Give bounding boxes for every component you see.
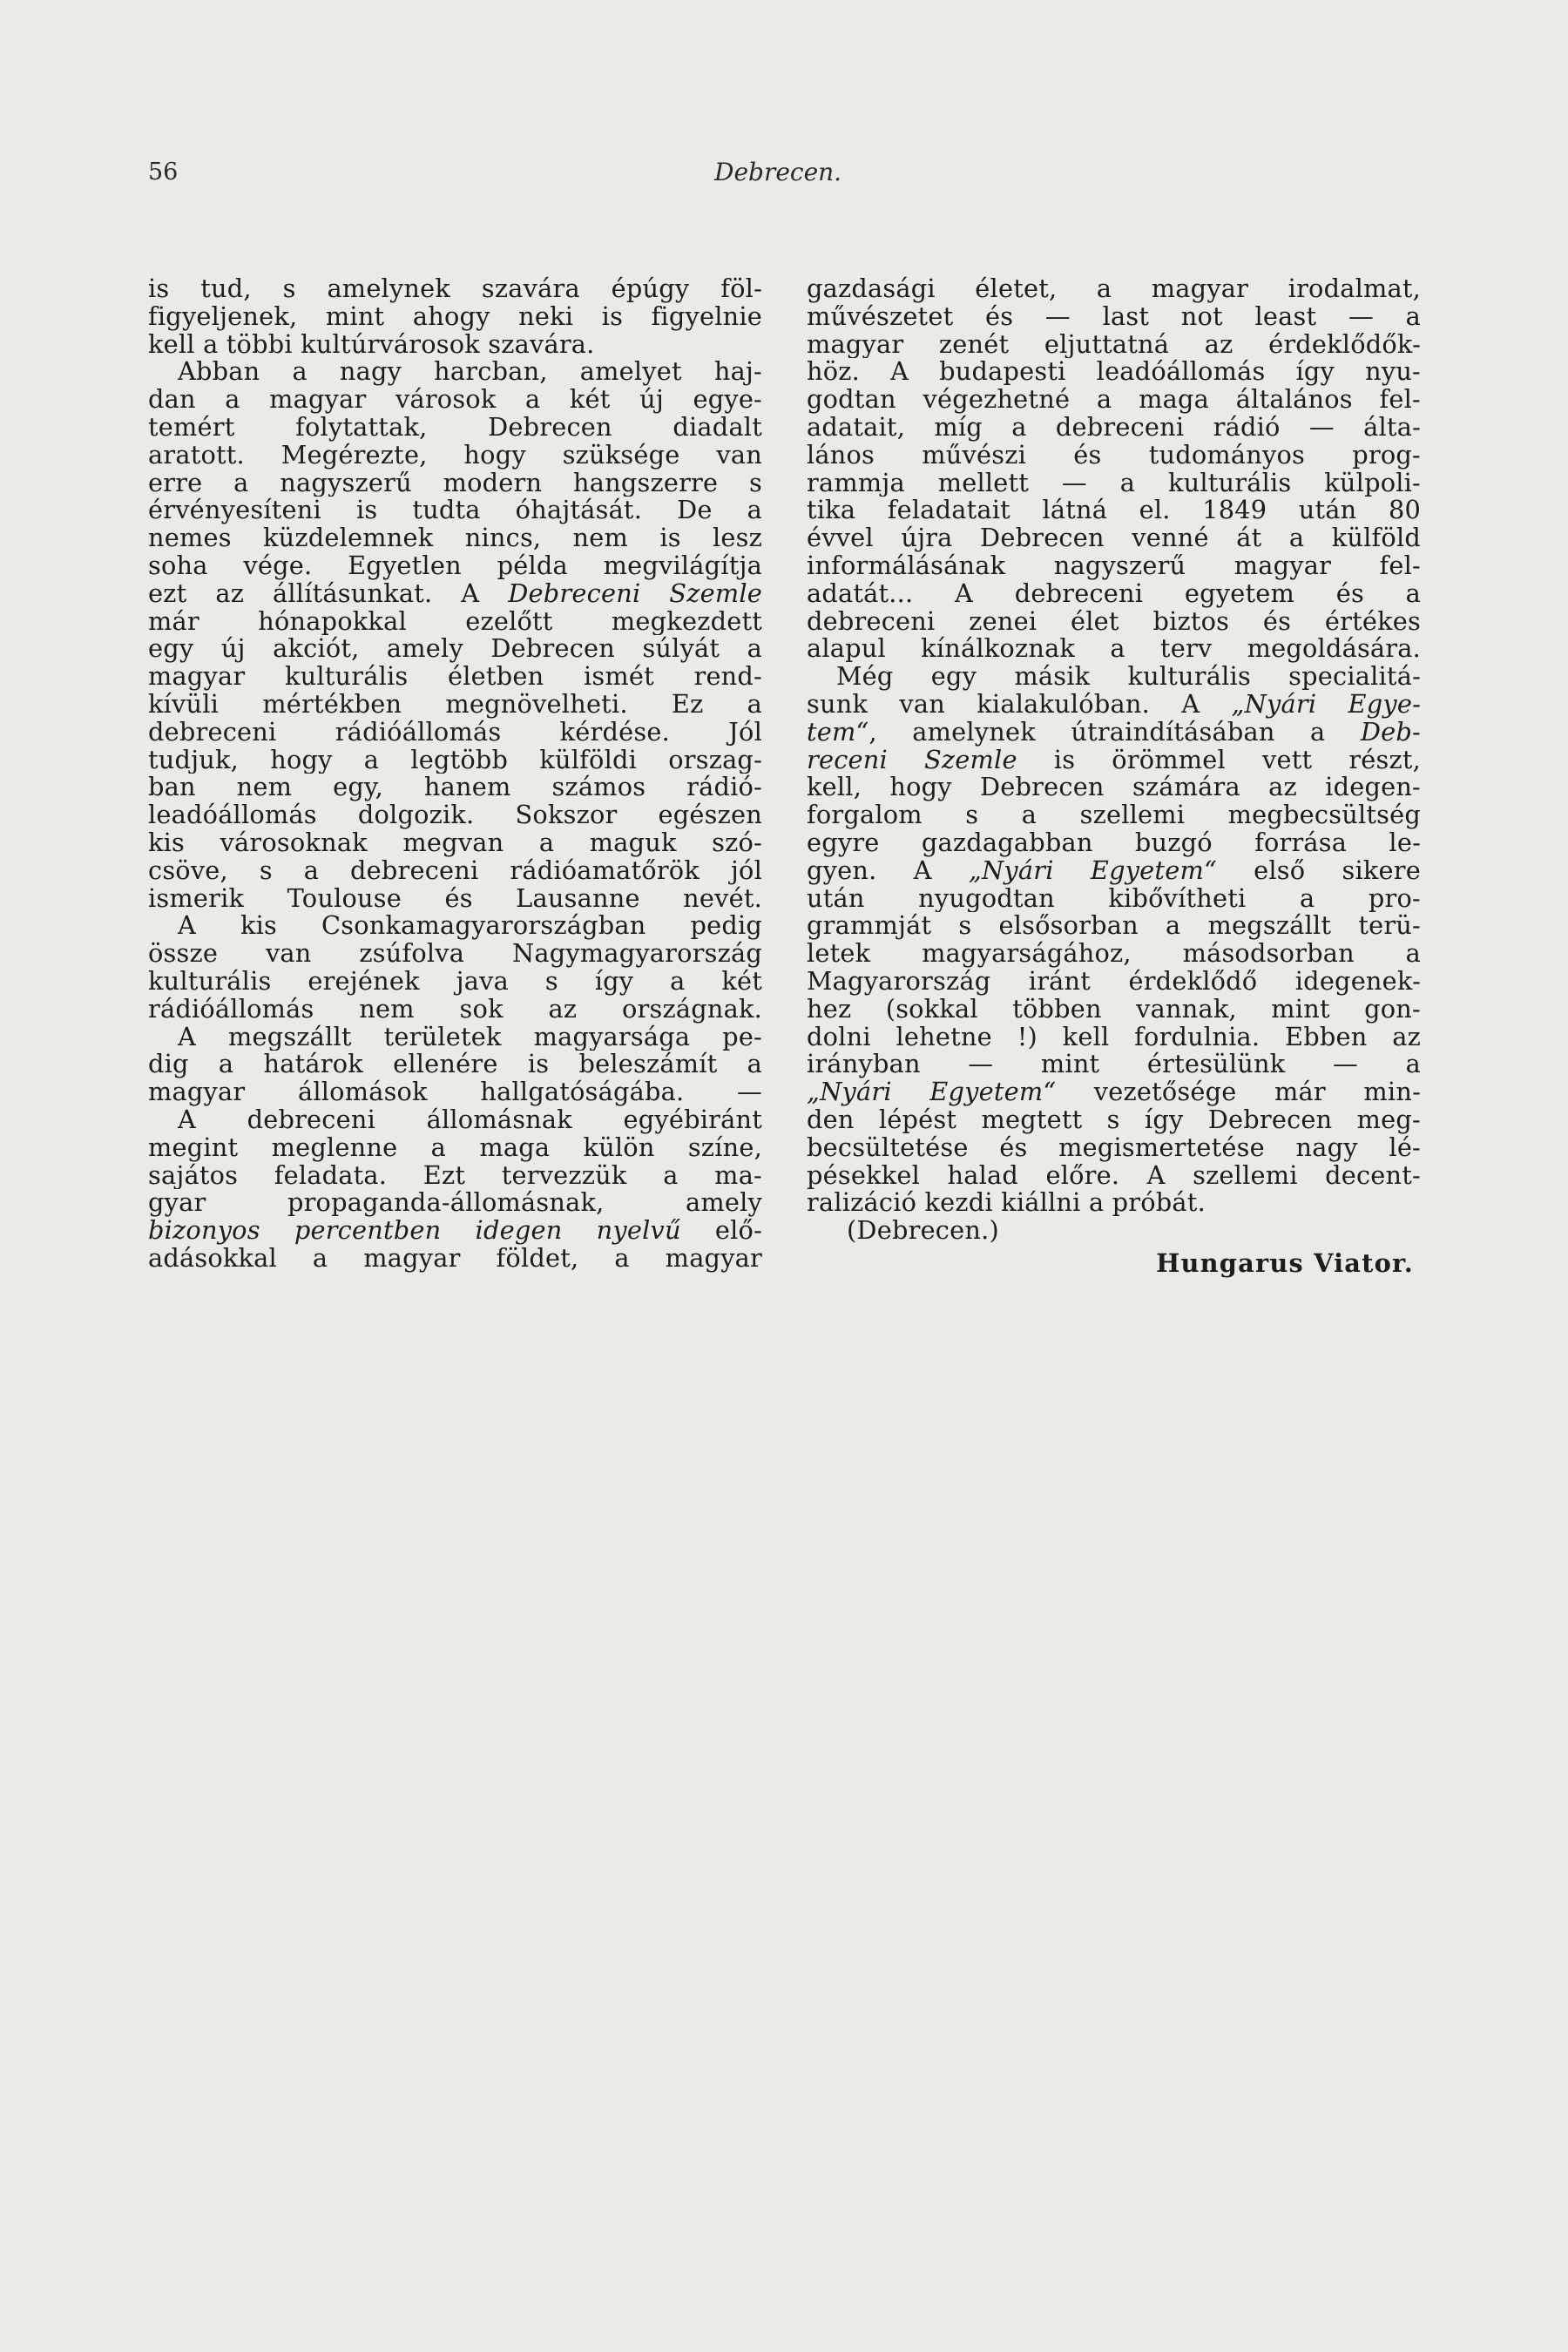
text-line: Abban a nagy harcban, amelyet haj- <box>178 358 762 387</box>
text-run: is örömmel vett részt, <box>1053 746 1421 774</box>
text-run: vezetősége már min- <box>1093 1078 1421 1106</box>
text-line: már hónapokkal ezelőtt megkezdett <box>148 607 762 636</box>
author-signature: Hungarus Viator. <box>1156 1249 1414 1278</box>
text-line: debreceni zenei élet biztos és értékes <box>807 607 1421 636</box>
text-line: soha vége. Egyetlen példa megvilágítja <box>148 551 762 580</box>
left-column <box>148 275 762 1273</box>
text-line: den lépést megtett s így Debrecen meg- <box>807 1105 1421 1134</box>
text-line <box>148 1217 762 1245</box>
text-line: magyar zenét eljuttatná az érdeklődők- <box>807 330 1421 359</box>
text-line <box>807 691 1421 719</box>
text-line: ismerik Toulouse és Lausanne nevét. <box>148 884 762 913</box>
italic-title: „Nyári Egyetem“ <box>807 1078 1057 1106</box>
text-line: egyre gazdagabban buzgó forrása le- <box>807 828 1421 857</box>
text-line: becsültetése és megismertetése nagy lé- <box>807 1133 1421 1162</box>
text-line: lános művészi és tudományos prog- <box>807 441 1421 470</box>
text-line: informálásának nagyszerű magyar fel- <box>807 551 1421 580</box>
italic-title: receni Szemle <box>807 746 1017 774</box>
text-line: magyar kulturális életben ismét rend- <box>148 663 762 691</box>
text-line: gazdasági életet, a magyar irodalmat, <box>807 275 1421 303</box>
text-line: leadóállomás dolgozik. Sokszor egészen <box>148 801 762 829</box>
text-line: A megszállt területek magyarsága pe- <box>178 1023 762 1051</box>
text-line: grammját s elsősorban a megszállt terü- <box>807 912 1421 941</box>
text-line: Még egy másik kulturális specialitá- <box>836 663 1421 691</box>
text-line: kulturális erejének java s így a két <box>148 967 762 996</box>
italic-title: „Nyári Egyetem“ <box>968 856 1217 885</box>
text-line: évvel újra Debrecen venné át a külföld <box>807 524 1421 552</box>
text-line: csöve, s a debreceni rádióamatőrök jól <box>148 856 762 885</box>
text-line: adásokkal a magyar földet, a magyar <box>148 1244 762 1273</box>
text-line: össze van zsúfolva Nagymagyarország <box>148 940 762 968</box>
text-line: hez (sokkal többen vannak, mint gon- <box>807 995 1421 1024</box>
text-line: magyar állomások hallgatóságába. — <box>148 1078 762 1106</box>
text-line: rammja mellett — a kulturális külpoli- <box>807 469 1421 497</box>
running-title: Debrecen. <box>714 158 842 186</box>
text-line: is tud, s amelynek szavára épúgy föl- <box>148 275 762 303</box>
text-line: sajátos feladata. Ezt tervezzük a ma- <box>148 1161 762 1190</box>
text-line: forgalom s a szellemi megbecsültség <box>807 801 1421 829</box>
text-line: Magyarország iránt érdeklődő idegenek- <box>807 967 1421 996</box>
text-run: elő- <box>714 1217 762 1245</box>
text-line: godtan végezhetné a maga általános fel- <box>807 386 1421 414</box>
text-line: kell a többi kultúrvárosok szavára. <box>148 330 595 359</box>
text-line: aratott. Megérezte, hogy szüksége van <box>148 441 762 470</box>
text-run: gyen. A <box>807 856 932 885</box>
text-line: gyar propaganda-állomásnak, amely <box>148 1189 762 1218</box>
text-line: figyeljenek, mint ahogy neki is figyelnie <box>148 302 762 331</box>
text-line <box>807 719 1421 747</box>
text-line: A debreceni állomásnak egyébiránt <box>178 1105 762 1134</box>
text-run: sunk van kialakulóban. A <box>807 690 1200 719</box>
text-line: tika feladatait látná el. 1849 után 80 <box>807 497 1421 525</box>
text-line: dig a határok ellenére is beleszámít a <box>148 1051 762 1079</box>
page-header <box>148 155 862 193</box>
place-note: (Debrecen.) <box>847 1217 999 1245</box>
text-line: höz. A budapesti leadóállomás így nyu- <box>807 358 1421 387</box>
italic-title: „Nyári Egye- <box>1231 690 1421 719</box>
text-line: adatait, míg a debreceni rádió — álta- <box>807 413 1421 442</box>
text-line: dan a magyar városok a két új egye- <box>148 386 762 414</box>
text-line: kell, hogy Debrecen számára az idegen- <box>807 774 1421 802</box>
text-line: temért folytattak, Debrecen diadalt <box>148 413 762 442</box>
text-line: erre a nagyszerű modern hangszerre s <box>148 469 762 497</box>
text-run: , amelynek útraindításában a <box>868 718 1326 747</box>
text-line <box>148 580 762 608</box>
text-line: debreceni rádióállomás kérdése. Jól <box>148 718 762 747</box>
text-line <box>807 747 1421 774</box>
italic-title: tem“ <box>807 718 869 747</box>
text-line: kívüli mértékben megnövelheti. Ez a <box>148 690 762 719</box>
text-line: érvényesíteni is tudta óhajtását. De a <box>148 497 762 525</box>
text-line: ralizáció kezdi kiállni a próbát. <box>807 1189 1206 1218</box>
text-line: művészetet és — last not least — a <box>807 302 1421 331</box>
text-line: dolni lehetne !) kell fordulnia. Ebben az <box>807 1023 1421 1051</box>
text-line: irányban — mint értesülünk — a <box>807 1051 1421 1079</box>
text-line: egy új akciót, amely Debrecen súlyát a <box>148 635 762 664</box>
text-line: A kis Csonkamagyarországban pedig <box>178 912 762 941</box>
text-line <box>807 1078 1421 1106</box>
text-line: rádióállomás nem sok az országnak. <box>148 995 762 1024</box>
text-line: alapul kínálkoznak a terv megoldására. <box>807 635 1421 664</box>
text-line: nemes küzdelemnek nincs, nem is lesz <box>148 524 762 552</box>
text-line <box>807 857 1421 885</box>
page-number: 56 <box>148 159 179 186</box>
text-line: kis városoknak megvan a maguk szó- <box>148 828 762 857</box>
text-line: ban nem egy, hanem számos rádió- <box>148 774 762 802</box>
italic-title: Debreceni Szemle <box>508 579 762 608</box>
text-line: adatát... A debreceni egyetem és a <box>807 579 1421 608</box>
right-column <box>807 275 1421 1278</box>
text-line: letek magyarságához, másodsorban a <box>807 940 1421 968</box>
text-run: ezt az állításunkat. A <box>148 579 480 608</box>
italic-title: Deb- <box>1360 718 1421 747</box>
text-run: első sikere <box>1254 856 1421 885</box>
text-line: pésekkel halad előre. A szellemi decent- <box>807 1161 1421 1190</box>
italic-phrase: bizonyos percentben idegen nyelvű <box>148 1217 681 1245</box>
text-line: után nyugodtan kibővítheti a pro- <box>807 884 1421 913</box>
text-line: megint meglenne a maga külön színe, <box>148 1133 762 1162</box>
text-line: tudjuk, hogy a legtöbb külföldi orszag- <box>148 746 762 774</box>
